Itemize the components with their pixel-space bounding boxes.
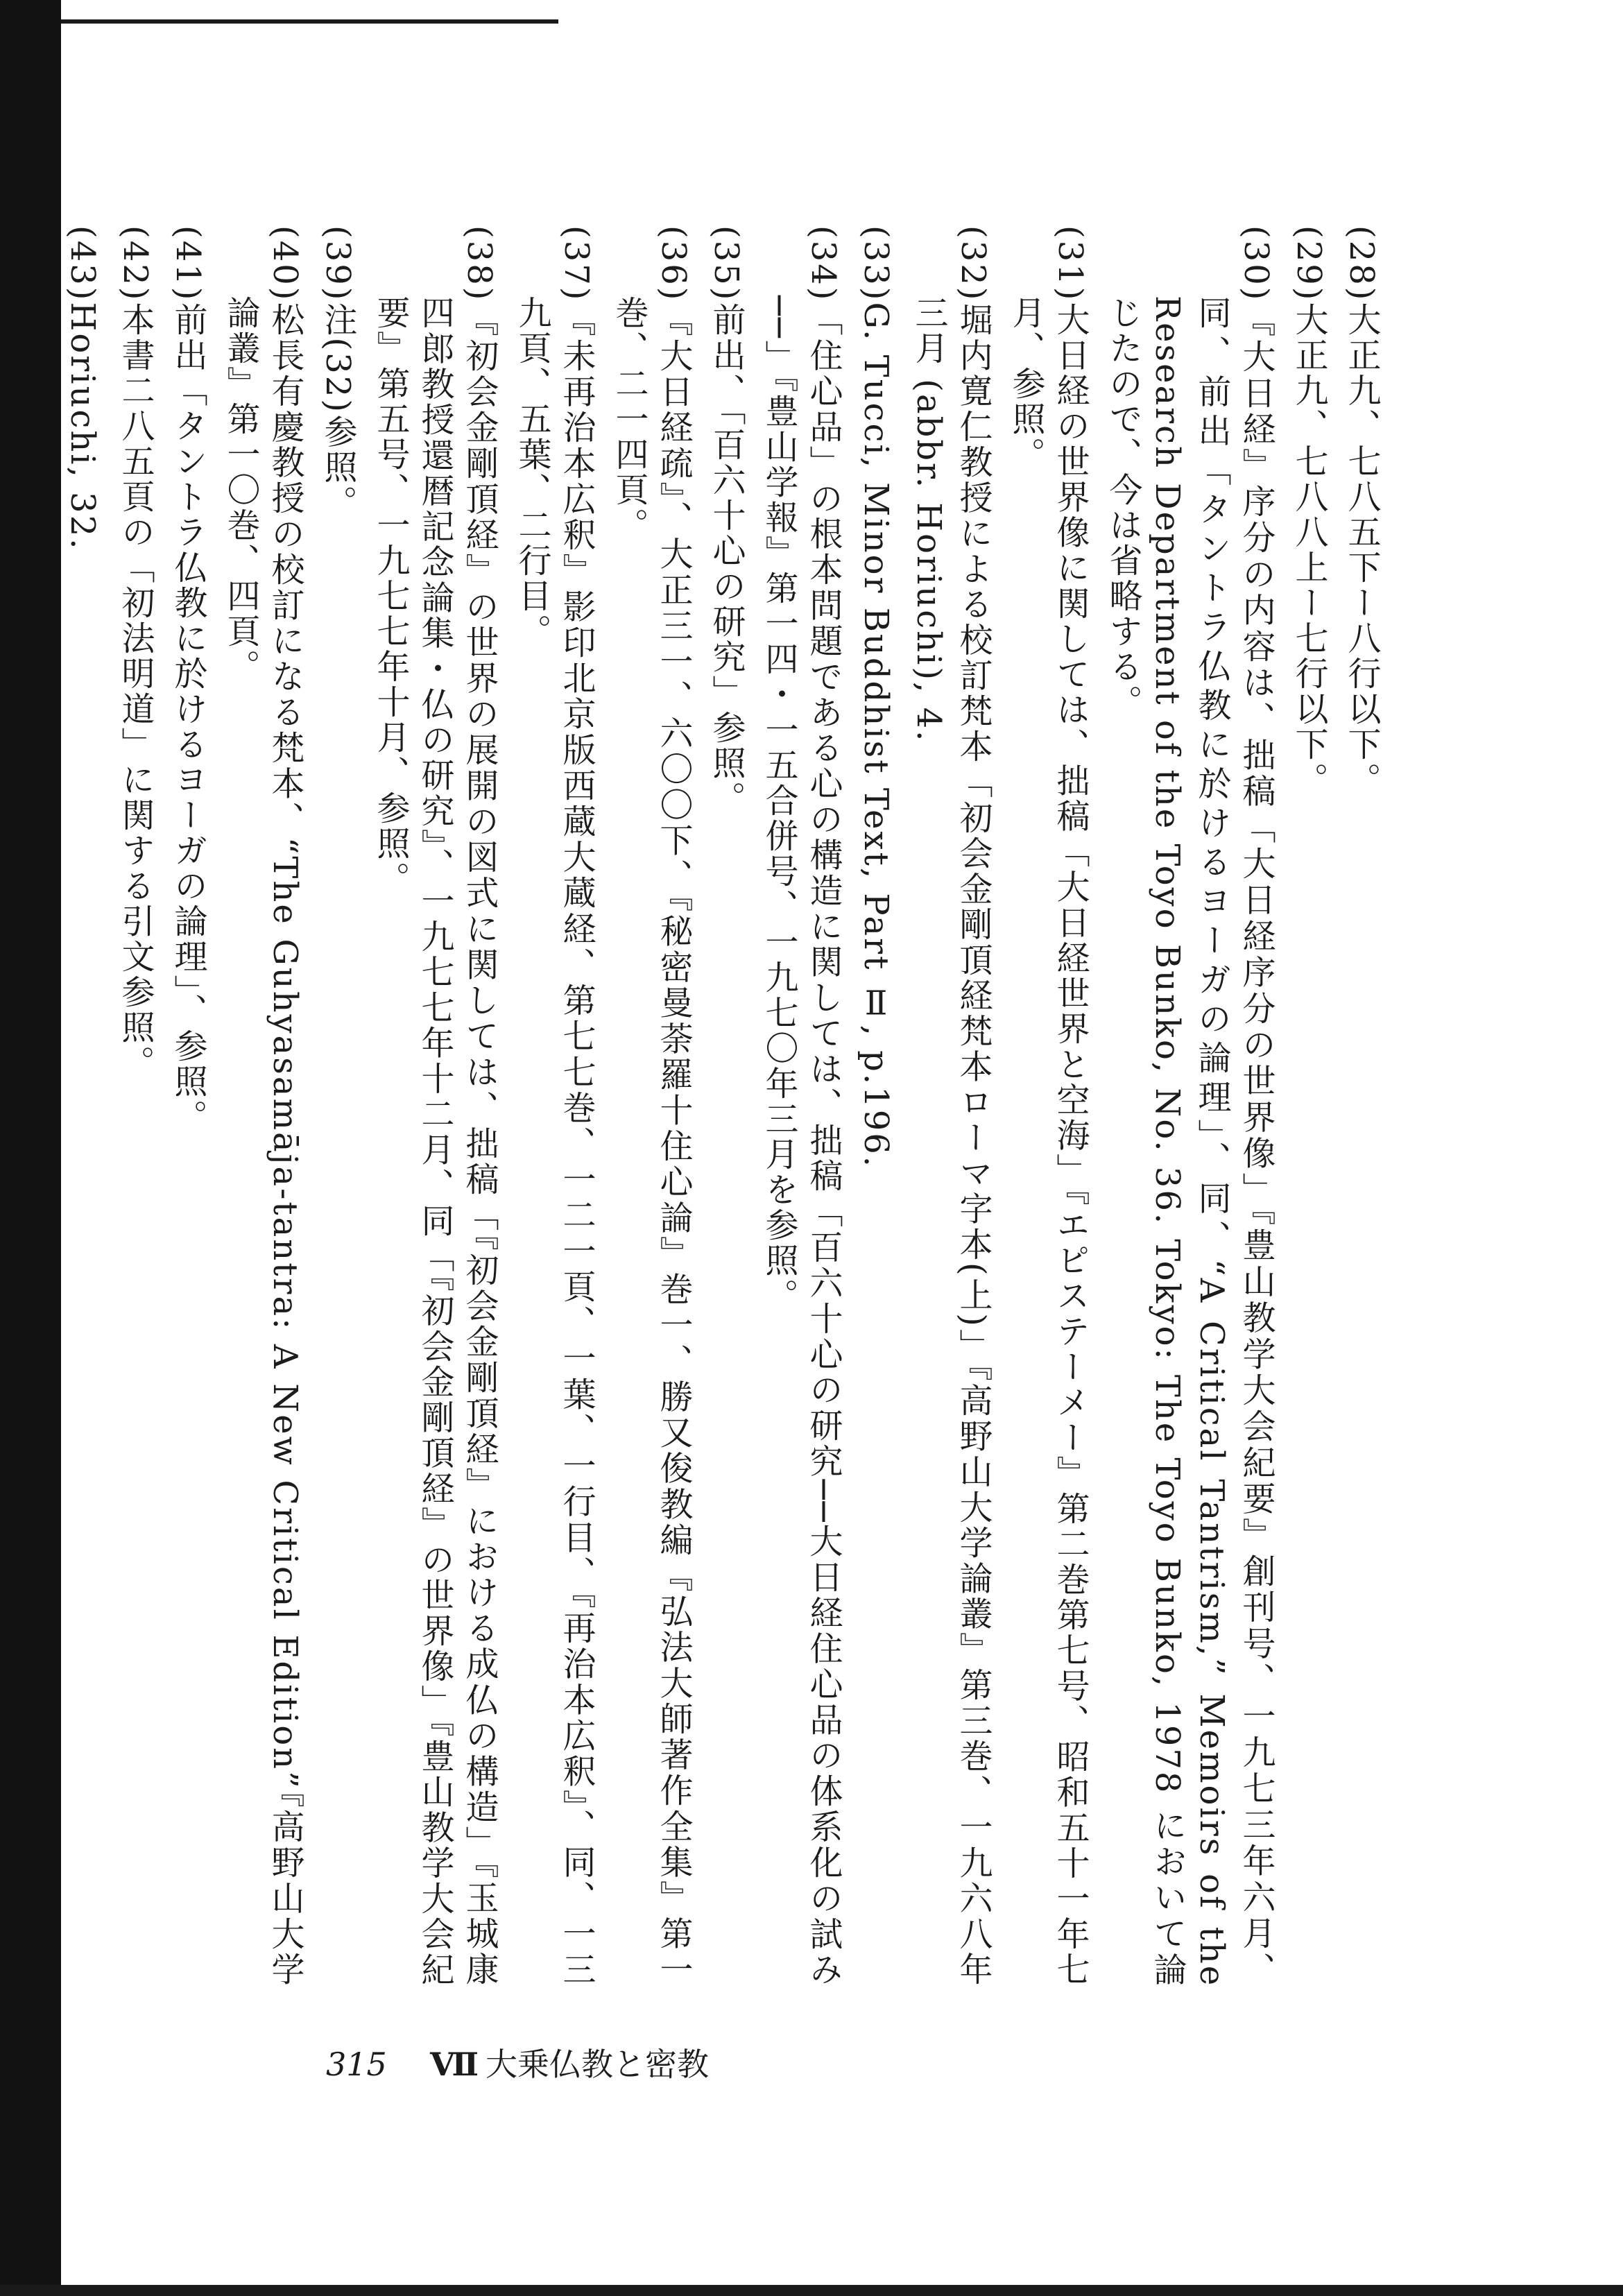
note-text: 『大日経疏』、大正三一、六〇〇下、『秘密曼荼羅十住心論』巻一、勝又俊教編『弘法大師著作全集』第一巻、二一四頁。	[610, 295, 693, 1987]
note-38	[368, 225, 501, 1987]
note-text: G. Tucci, Minor Buddhist Text, Part Ⅱ, p.196.	[857, 302, 895, 1170]
note-number: (40)	[266, 225, 304, 302]
note-number: (37)	[557, 225, 596, 302]
note-28	[1339, 225, 1384, 1987]
note-number: (35)	[707, 225, 746, 302]
note-35	[704, 225, 748, 1987]
note-33	[854, 225, 898, 1987]
chapter-title: 大乗仏教と密教	[486, 2046, 709, 2083]
note-text: 『大日経』序分の内容は、拙稿「大日経序分の世界像」『豊山教学大会紀要』創刊号、一九七三年六月、同、前出「タントラ仏教に於けるヨーガの論理」、同、“A Critical Tantrism,” Memoirs of the Research Department of the Toyo Bunko, No. 36. Tokyo: The Toyo Bunko, 1978 において論じたので、今は省略する。	[1104, 295, 1276, 1987]
note-number: (31)	[1051, 225, 1090, 302]
note-text: 「住心品」の根本問題である心の構造に関しては、拙稿「百六十心の研究──大日経住心品の体系化の試み──」『豊山学報』第一四・一五合併号、一九七〇年三月を参照。	[759, 295, 843, 1987]
note-number: (42)	[116, 225, 155, 302]
note-32	[907, 225, 995, 1987]
note-number: (28)	[1342, 225, 1381, 302]
note-number: (29)	[1289, 225, 1328, 302]
note-43	[60, 225, 105, 1987]
note-number: (39)	[318, 225, 357, 302]
page-number: 315	[326, 2046, 387, 2083]
note-number: (38)	[460, 225, 499, 302]
note-text: 堀内寛仁教授による校訂梵本「初会金剛頂経梵本ローマ字本(上)」『高野山大学論叢』第三巻、一九六八年三月 (abbr. Horiuchi), 4.	[909, 295, 993, 1987]
note-number: (43)	[63, 225, 102, 302]
note-number: (30)	[1237, 225, 1276, 302]
note-34	[757, 225, 845, 1987]
note-text: Horiuchi, 32.	[63, 302, 102, 551]
note-number: (41)	[169, 225, 207, 302]
note-text: 松長有慶教授の校訂になる梵本、“The Guhyasamāja-tantra: A New Critical Edition”『高野山大学論叢』第一〇巻、四頁。	[221, 295, 304, 1987]
note-40	[218, 225, 307, 1987]
note-number: (33)	[857, 225, 895, 302]
note-42	[113, 225, 157, 1987]
note-text: 『未再治本広釈』影印北京版西蔵大蔵経、第七七巻、一二一頁、一葉、一行目、『再治本広釈』、同、一三九頁、五葉、二行目。	[513, 295, 596, 1987]
note-number: (36)	[654, 225, 693, 302]
note-text: 注(32)参照。	[318, 302, 357, 521]
note-text: 大正九、七八五下ー八行以下。	[1342, 302, 1381, 798]
note-41	[166, 225, 210, 1987]
note-31	[1004, 225, 1092, 1987]
note-text: 前出「タントラ仏教に於けるヨーガの論理」、参照。	[169, 302, 207, 1135]
note-30	[1101, 225, 1278, 1987]
notes-block	[52, 225, 1384, 1987]
note-text: 『初会金剛頂経』の世界の展開の図式に関しては、拙稿「『初会金剛頂経』における成仏の構造」『玉城康四郎教授還暦記念論集・仏の研究』、一九七七年十二月、同「『初会金剛頂経』の世界像」『豊山教学大会紀要』第五号、一九七七年十月、参照。	[371, 295, 499, 1988]
note-text: 本書二八五頁の「初法明道」に関する引文参照。	[116, 302, 155, 1081]
chapter-number: Ⅶ	[430, 2046, 479, 2083]
note-29	[1287, 225, 1331, 1987]
scan-top-rule	[0, 19, 558, 24]
note-text: 大正九、七八八上ー七行以下。	[1289, 302, 1328, 798]
note-36	[607, 225, 696, 1987]
note-text: 前出、「百六十心の研究」参照。	[707, 302, 746, 816]
note-text: 大日経の世界像に関しては、拙稿「大日経世界と空海」『エピステーメー』第二巻第七号、昭和五十一年七月、参照。	[1006, 295, 1090, 1987]
note-39	[316, 225, 360, 1987]
scan-bottom-rule	[0, 2285, 1623, 2296]
page-footer	[326, 2039, 812, 2088]
note-number: (34)	[804, 225, 843, 302]
note-37	[510, 225, 599, 1987]
note-number: (32)	[954, 225, 993, 302]
